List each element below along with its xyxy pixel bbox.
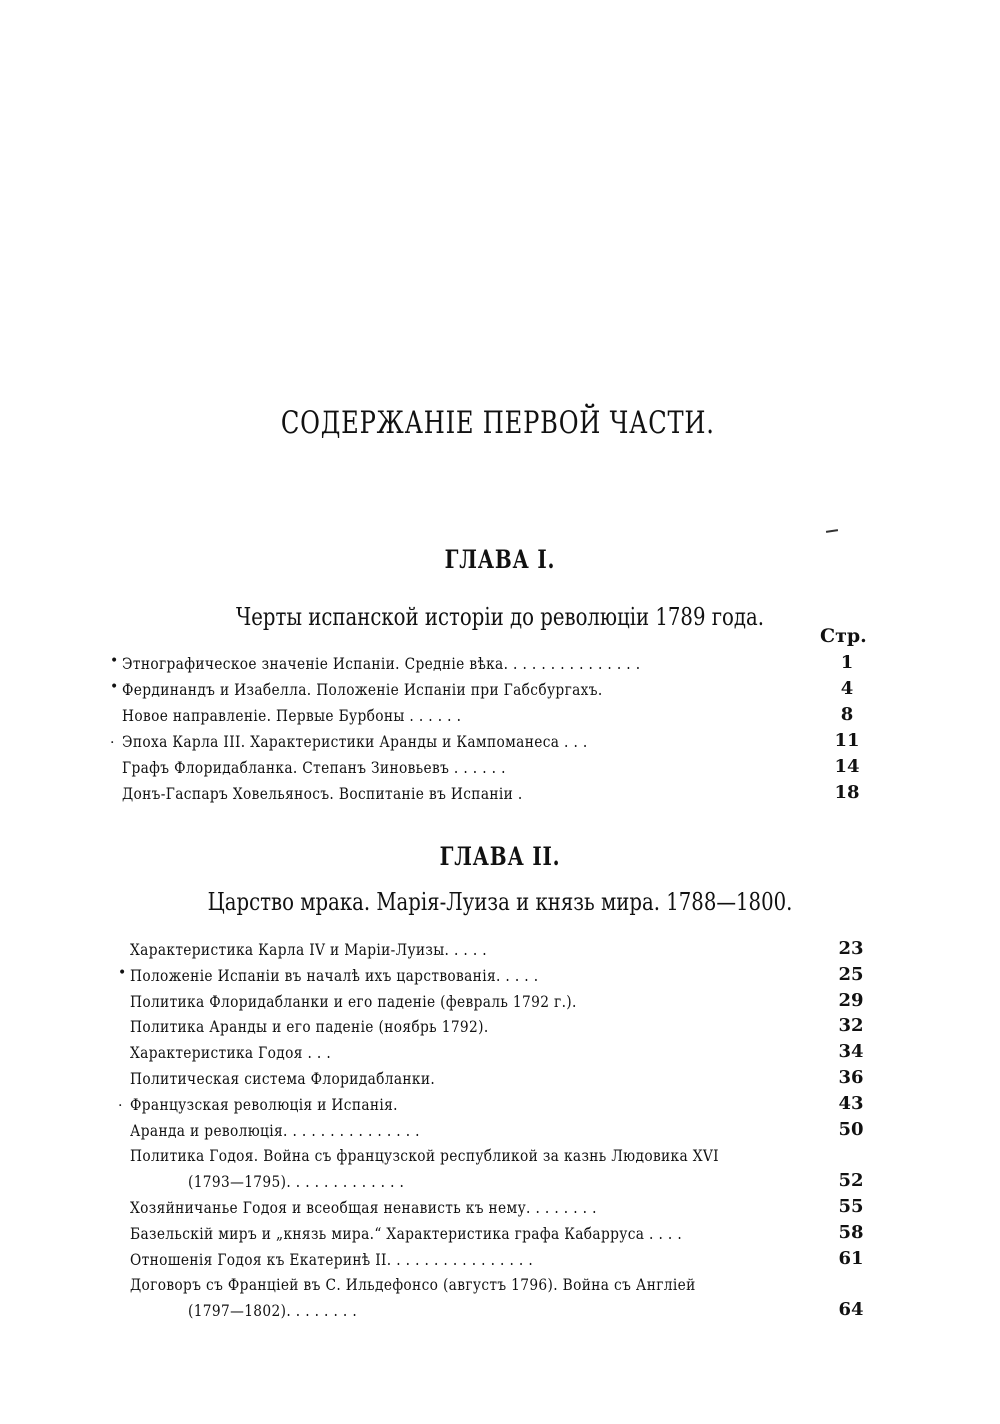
- chapter-2-subtitle: Царство мрака. Марія-Луиза и князь мира. 1788—1800.: [207, 888, 793, 916]
- toc-entry-title: Фердинандъ и Изабелла. Положеніе Испаніи при Габсбургахъ.: [122, 680, 603, 699]
- toc-entry: [0, 1196, 1000, 1222]
- toc-entry: [0, 1093, 1000, 1119]
- toc-entry-title: Этнографическое значеніе Испаніи. Средніе вѣка. . . . . . . . . . . . . . .: [122, 654, 641, 673]
- toc-entry-page-number: 11: [834, 730, 860, 751]
- toc-entry-title: Политическая система Флоридабланки.: [130, 1069, 436, 1088]
- toc-entry: [0, 1273, 1000, 1299]
- toc-entry: [0, 678, 1000, 704]
- toc-entry-title: Донъ-Гаспаръ Ховельяносъ. Воспитаніе въ Испаніи .: [122, 784, 523, 803]
- toc-entry: [0, 1248, 1000, 1274]
- toc-entry-page-number: 23: [838, 938, 864, 959]
- toc-entry-page-number: 1: [840, 652, 854, 673]
- toc-entry-title: Договоръ съ Франціей въ С. Ильдефонсо (августъ 1796). Война съ Англіей: [130, 1275, 696, 1295]
- bullet-mark: .: [110, 731, 115, 747]
- bullet-mark: •: [110, 653, 119, 669]
- chapter-1-heading: ГЛАВА I.: [444, 545, 556, 574]
- toc-entry: [0, 730, 1000, 756]
- toc-entry: [0, 1119, 1000, 1145]
- toc-entry-title: Политика Аранды и его паденіе (ноябрь 1792).: [130, 1017, 489, 1037]
- toc-entry: [0, 964, 1000, 990]
- toc-entry-title: Французская революція и Испанія.: [130, 1094, 398, 1114]
- toc-entry-title: Политика Флоридабланки и его паденіе (февраль 1792 г.).: [130, 991, 577, 1011]
- toc-entry: [0, 1015, 1000, 1041]
- chapter-1-subtitle: Черты испанской исторіи до революціи 1789 года.: [235, 603, 765, 631]
- toc-entry-page-number: 34: [838, 1041, 864, 1063]
- bullet-mark: •: [110, 679, 119, 695]
- toc-entry-title: Политика Годоя. Война съ французской республикой за казнь Людовика XVI: [130, 1146, 719, 1166]
- toc-entry-title: Базельскій миръ и „князь мира.“ Характеристика графа Кабарруса . . . .: [130, 1223, 683, 1243]
- toc-entry: [0, 1170, 1000, 1196]
- page-title: СОДЕРЖАНІЕ ПЕРВОЙ ЧАСТИ.: [280, 405, 715, 441]
- toc-entry: [0, 990, 1000, 1016]
- toc-entry-page-number: 58: [838, 1221, 864, 1243]
- toc-entry-title: Новое направленіе. Первые Бурбоны . . . . . .: [122, 706, 462, 725]
- toc-entry-title: Характеристика Годоя . . .: [130, 1043, 332, 1063]
- toc-entry-title: Графъ Флоридабланка. Степанъ Зиновьевъ . . . . . .: [122, 758, 506, 777]
- toc-entry-page-number: 8: [840, 704, 854, 725]
- toc-entry: [0, 1299, 1000, 1325]
- toc-entry-title: Аранда и революція. . . . . . . . . . . . . . .: [130, 1120, 420, 1140]
- toc-entry-title: Характеристика Карла IV и Маріи-Луизы. . . . .: [130, 940, 488, 959]
- toc-entry: [0, 1067, 1000, 1093]
- toc-entry: [0, 756, 1000, 782]
- toc-entry-page-number: 32: [838, 1015, 864, 1037]
- page-column-label: Стр.: [820, 625, 867, 647]
- toc-entry: [0, 1144, 1000, 1170]
- chapter-2-heading: ГЛАВА II.: [439, 842, 561, 871]
- bullet-mark: .: [118, 1093, 123, 1110]
- toc-entry-page-number: 4: [840, 678, 854, 699]
- toc-entry-page-number: 14: [834, 756, 860, 777]
- toc-entry-title: Хозяйничанье Годоя и всеобщая ненависть къ нему. . . . . . . .: [130, 1198, 597, 1217]
- toc-entry-page-number: 18: [834, 782, 860, 803]
- toc-entry-page-number: 43: [838, 1092, 864, 1114]
- toc-entry-page-number: 25: [838, 963, 864, 985]
- toc-entry-page-number: 50: [838, 1118, 864, 1140]
- toc-entry-title: Эпоха Карла III. Характеристики Аранды и Кампоманеса . . .: [122, 732, 588, 751]
- toc-entry-page-number: 36: [838, 1067, 864, 1088]
- toc-entry-title: Отношенія Годоя къ Екатеринѣ II. . . . . . . . . . . . . . . .: [130, 1249, 534, 1269]
- toc-entry-page-number: 61: [838, 1247, 864, 1269]
- toc-entry: [0, 704, 1000, 730]
- toc-entry-title: (1793—1795). . . . . . . . . . . . .: [188, 1172, 405, 1192]
- toc-entry-title: Положеніе Испаніи въ началѣ ихъ царствованія. . . . .: [130, 965, 539, 985]
- toc-entry: [0, 1041, 1000, 1067]
- toc-entry: [0, 652, 1000, 678]
- toc-entry: [0, 782, 1000, 808]
- toc-entry-page-number: 64: [838, 1299, 864, 1321]
- toc-entry: [0, 1222, 1000, 1248]
- bullet-mark: •: [118, 964, 127, 981]
- toc-entry: [0, 938, 1000, 964]
- toc-entry-page-number: 55: [838, 1196, 864, 1217]
- ink-mark: [826, 529, 838, 533]
- toc-entry-title: (1797—1802). . . . . . . .: [188, 1301, 358, 1321]
- toc-entry-page-number: 29: [838, 989, 864, 1011]
- toc-entry-page-number: 52: [838, 1170, 864, 1192]
